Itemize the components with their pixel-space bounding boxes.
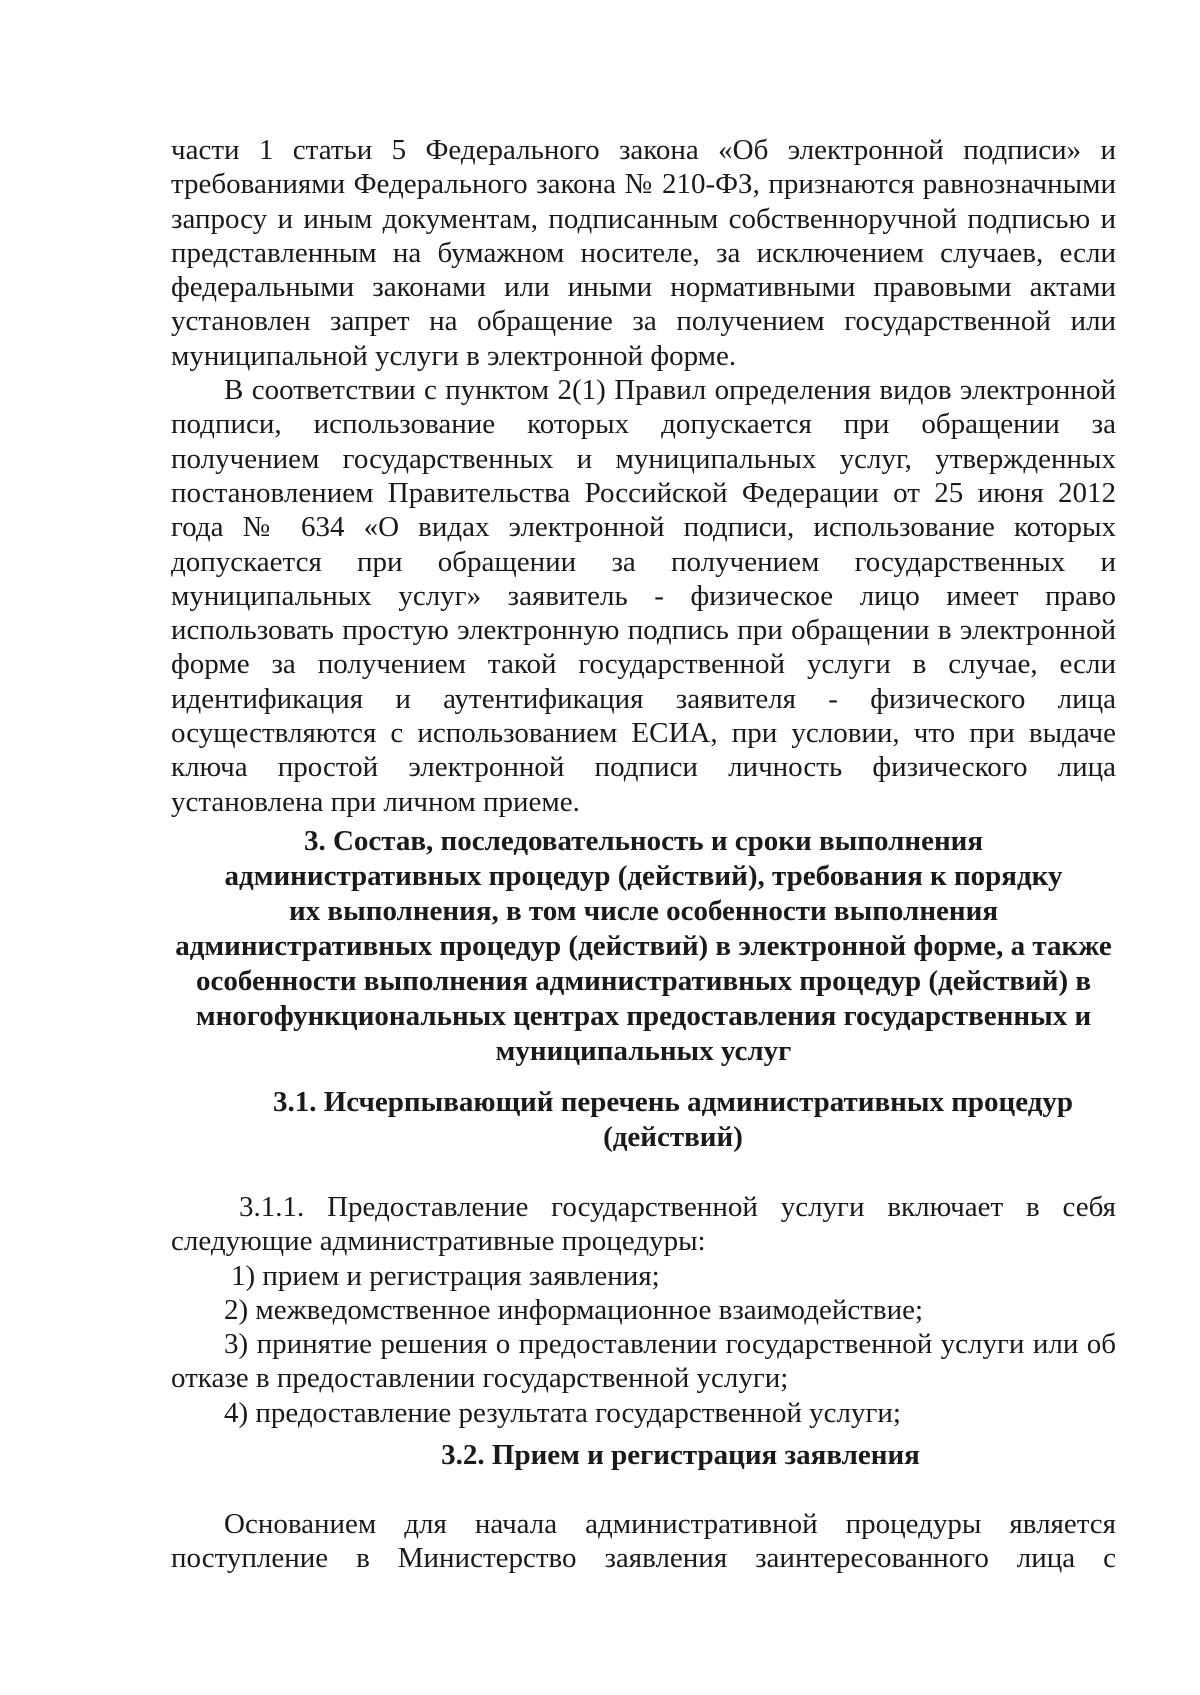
list-item: 3) принятие решения о предоставлении государственной услуги или об отказе в предоставлении государственной услуги; — [171, 1328, 1116, 1395]
intro-paragraph-2: В соответствии с пунктом 2(1) Правил определения видов электронной подписи, использование которых допускается при обращении за получением государственных и муниципальных услуг, утвержденных постановлением Правительства Российской Федерации от 25 июня 2012 года № 634 «О видах электронной подписи, использование которых допускается при обращении за получением государственных и муниципальных услуг» заявитель - физическое лицо имеет право использовать простую электронную подпись при обращении в электронной форме за получением такой государственной услуги в случае, если идентификация и аутентификация заявителя - физического лица осуществляются с использованием ЕСИА, при условии, что при выдаче ключа простой электронной подписи личность физического лица установлена при личном приеме. — [171, 374, 1116, 818]
section-3-1-heading — [260, 1085, 1086, 1155]
section-3-1-heading-line: 3.1. Исчерпывающий перечень административных процедур — [272, 1086, 1074, 1118]
list-item: 4) предоставление результата государственной услуги; — [224, 1396, 901, 1429]
intro-text — [171, 133, 1116, 819]
section-3-heading-line: 3. Состав, последовательность и сроки выполнения — [303, 825, 984, 857]
section-3-heading-line: их выполнения, в том числе особенности выполнения — [288, 895, 999, 927]
section-3-2-paragraph: Основанием для начала административной процедуры является поступление в Министерство заявления заинтересованного лица с — [171, 1508, 1116, 1575]
section-3-heading — [171, 824, 1116, 1069]
section-3-heading-line: особенности выполнения административных процедур (действий) в — [195, 965, 1092, 997]
section-3-1-heading-line: (действий) — [603, 1121, 743, 1153]
section-3-2-body — [171, 1507, 1116, 1576]
section-3-1-body — [171, 1190, 1116, 1430]
section-3-heading-line: административных процедур (действий), требования к порядку — [224, 860, 1063, 892]
section-3-2-heading: 3.2. Прием и регистрация заявления — [441, 1439, 920, 1471]
section-3-heading-line: многофункциональных центрах предоставления государственных и — [195, 1000, 1092, 1032]
intro-paragraph-1: части 1 статьи 5 Федерального закона «Об электронной подписи» и требованиями Федерального закона № 210-ФЗ, признаются равнозначными запросу и иным документам, подписанным собственноручной подписью и представленным на бумажном носителе, за исключением случаев, если федеральными законами или иными нормативными правовыми актами установлен запрет на обращение за получением государственной или муниципальной услуги в электронной форме. — [171, 134, 1116, 372]
section-3-1-paragraph: 3.1.1. Предоставление государственной услуги включает в себя следующие административные процедуры: — [171, 1191, 1116, 1258]
list-item: 2) межведомственное информационное взаимодействие; — [224, 1293, 924, 1326]
section-3-heading-line: административных процедур (действий) в электронной форме, а также — [175, 930, 1112, 962]
list-item: 1) прием и регистрация заявления; — [231, 1259, 660, 1292]
section-3-heading-line: муниципальных услуг — [495, 1035, 792, 1067]
